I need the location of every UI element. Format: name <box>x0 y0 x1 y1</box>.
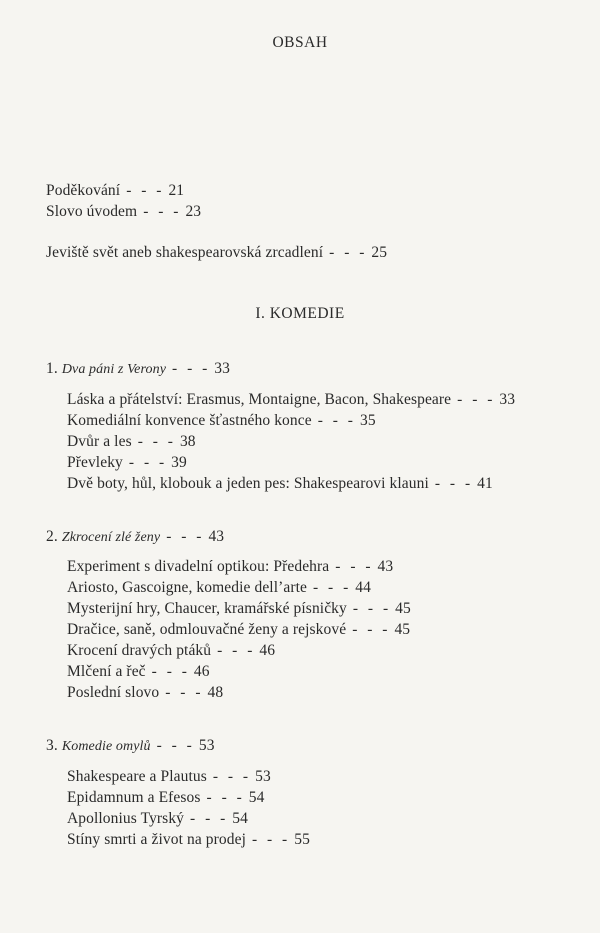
chapter-title: Dva páni z Verony <box>61 362 167 377</box>
leader-dashes: - - - <box>190 810 229 827</box>
section-entry[interactable] <box>67 788 264 808</box>
section-page: 39 <box>171 454 187 471</box>
entry-page: 21 <box>168 182 185 199</box>
section-entry[interactable] <box>67 578 371 598</box>
toc-entry[interactable] <box>46 202 201 222</box>
section-page: 46 <box>193 663 210 680</box>
leader-dashes: - - - <box>335 558 374 575</box>
section-entry[interactable] <box>67 683 223 703</box>
section-entry[interactable] <box>67 390 515 410</box>
leader-dashes: - - - <box>126 182 165 199</box>
section-label: Experiment s divadelní optikou: Předehra <box>67 558 330 575</box>
leader-dashes: - - - <box>329 244 368 261</box>
leader-dashes: - - - <box>352 621 391 638</box>
section-entry[interactable] <box>67 830 310 850</box>
section-label: Apollonius Tyrský <box>67 810 185 827</box>
section-label: Poslední slovo <box>67 684 160 701</box>
section-page: 54 <box>248 789 265 806</box>
section-entry[interactable] <box>67 453 187 473</box>
leader-dashes: - - - <box>143 203 182 220</box>
section-page: 44 <box>355 579 371 596</box>
toc-entry[interactable] <box>46 181 184 201</box>
chapter-entry[interactable] <box>46 359 230 380</box>
section-entry[interactable] <box>67 474 493 494</box>
leader-dashes: - - - <box>212 768 252 785</box>
chapter-title: Zkrocení zlé ženy <box>61 530 161 545</box>
section-entry[interactable] <box>67 599 411 619</box>
leader-dashes: - - - <box>206 789 245 806</box>
chapter-page: 33 <box>214 360 230 377</box>
section-label: Dvůr a les <box>67 433 132 450</box>
section-label: Mysterijní hry, Chaucer, kramářské písničky <box>67 600 347 617</box>
leader-dashes: - - - <box>137 433 176 450</box>
leader-dashes: - - - <box>434 475 474 492</box>
section-page: 48 <box>207 684 224 701</box>
section-page: 35 <box>359 412 376 429</box>
toc-entry[interactable] <box>46 243 387 263</box>
section-page: 55 <box>294 831 310 848</box>
chapter-entry[interactable] <box>46 527 224 548</box>
chapter-number: 3. <box>46 737 58 754</box>
leader-dashes: - - - <box>128 454 168 471</box>
chapter-title: Komedie omylů <box>61 739 151 754</box>
entry-page: 25 <box>371 244 388 261</box>
leader-dashes: - - - <box>313 579 352 596</box>
section-label: Ariosto, Gascoigne, komedie dell’arte <box>67 579 307 596</box>
section-page: 43 <box>377 558 394 575</box>
section-page: 53 <box>255 768 271 785</box>
section-entry[interactable] <box>67 662 210 682</box>
section-page: 45 <box>395 600 411 617</box>
entry-label: Poděkování <box>46 182 121 199</box>
section-page: 46 <box>259 642 276 659</box>
section-label: Stíny smrti a život na prodej <box>67 831 246 848</box>
section-label: Epidamnum a Efesos <box>67 789 201 806</box>
leader-dashes: - - - <box>251 831 291 848</box>
chapter-page: 53 <box>198 737 215 754</box>
section-page: 33 <box>499 391 516 408</box>
section-entry[interactable] <box>67 411 376 431</box>
section-entry[interactable] <box>67 432 196 452</box>
leader-dashes: - - - <box>165 684 204 701</box>
leader-dashes: - - - <box>352 600 392 617</box>
section-entry[interactable] <box>67 767 271 787</box>
section-page: 41 <box>477 475 493 492</box>
section-page: 54 <box>232 810 248 827</box>
section-page: 38 <box>179 433 196 450</box>
section-label: Převleky <box>67 454 123 471</box>
section-entry[interactable] <box>67 557 393 577</box>
page-title: OBSAH <box>272 34 328 51</box>
chapter-number: 2. <box>46 528 58 545</box>
chapter-number: 1. <box>46 360 58 377</box>
leader-dashes: - - - <box>151 663 190 680</box>
leader-dashes: - - - <box>317 412 356 429</box>
section-label: Dvě boty, hůl, klobouk a jeden pes: Shakespearovi klauni <box>67 475 429 492</box>
chapter-page: 43 <box>208 528 225 545</box>
section-label: Krocení dravých ptáků <box>67 642 212 659</box>
section-label: Mlčení a řeč <box>67 663 146 680</box>
chapter-entry[interactable] <box>46 736 215 757</box>
entry-label: Jeviště svět aneb shakespearovská zrcadlení <box>46 244 324 261</box>
leader-dashes: - - - <box>457 391 496 408</box>
entry-label: Slovo úvodem <box>46 203 138 220</box>
section-entry[interactable] <box>67 620 410 640</box>
leader-dashes: - - - <box>156 737 195 754</box>
leader-dashes: - - - <box>172 360 211 377</box>
section-label: Shakespeare a Plautus <box>67 768 207 785</box>
section-entry[interactable] <box>67 809 248 829</box>
section-label: Komediální konvence šťastného konce <box>67 412 312 429</box>
leader-dashes: - - - <box>217 642 256 659</box>
entry-page: 23 <box>185 203 202 220</box>
section-label: Láska a přátelství: Erasmus, Montaigne, Bacon, Shakespeare <box>67 391 452 408</box>
part-title: I. KOMEDIE <box>255 305 345 322</box>
leader-dashes: - - - <box>166 528 205 545</box>
section-label: Dračice, saně, odmlouvačné ženy a rejskové <box>67 621 347 638</box>
section-entry[interactable] <box>67 641 275 661</box>
section-page: 45 <box>394 621 411 638</box>
